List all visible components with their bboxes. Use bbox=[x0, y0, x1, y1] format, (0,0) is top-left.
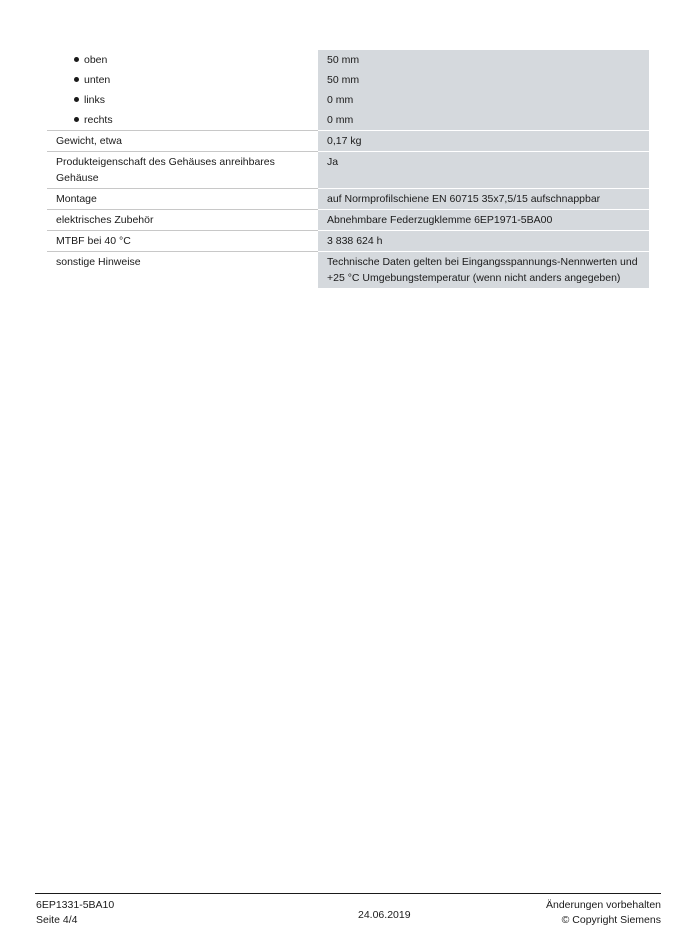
footer-right bbox=[546, 898, 661, 928]
spec-label bbox=[47, 110, 318, 130]
spec-value: 3 838 624 h bbox=[318, 230, 649, 251]
change-notice: Änderungen vorbehalten bbox=[545, 899, 661, 911]
spec-value: auf Normprofilschiene EN 60715 35x7,5/15 aufschnappbar bbox=[318, 188, 649, 209]
spec-label: elektrisches Zubehör bbox=[47, 209, 318, 230]
spec-label: Montage bbox=[47, 188, 318, 209]
spec-label bbox=[47, 90, 318, 110]
spec-value: 0,17 kg bbox=[318, 130, 649, 151]
spec-row-oben bbox=[47, 50, 649, 70]
spec-value: 0 mm bbox=[318, 110, 649, 130]
footer-left bbox=[36, 898, 114, 928]
spec-value: Ja bbox=[318, 151, 649, 188]
spec-value: 50 mm bbox=[318, 70, 649, 90]
bullet-icon bbox=[74, 57, 79, 62]
spec-table bbox=[47, 50, 649, 288]
spec-value: 0 mm bbox=[318, 90, 649, 110]
page-number: Seite 4/4 bbox=[36, 914, 78, 926]
spec-label-text: oben bbox=[84, 54, 108, 66]
copyright: © Copyright Siemens bbox=[561, 914, 661, 926]
spec-label bbox=[47, 50, 318, 70]
bullet-icon bbox=[74, 117, 79, 122]
spec-row-mtbf bbox=[47, 230, 649, 251]
product-code: 6EP1331-5BA10 bbox=[36, 899, 115, 911]
spec-label-text: links bbox=[84, 94, 106, 106]
spec-row-rechts bbox=[47, 110, 649, 130]
page-footer bbox=[35, 893, 661, 934]
spec-label bbox=[47, 70, 318, 90]
bullet-icon bbox=[74, 97, 79, 102]
spec-label: sonstige Hinweise bbox=[47, 251, 318, 288]
spec-label-text: rechts bbox=[84, 114, 113, 126]
spec-row-links bbox=[47, 90, 649, 110]
spec-label-text: unten bbox=[84, 74, 111, 86]
spec-label: MTBF bei 40 °C bbox=[47, 230, 318, 251]
spec-row-zubehoer bbox=[47, 209, 649, 230]
footer-date: 24.06.2019 bbox=[358, 909, 411, 921]
spec-row-hinweise bbox=[47, 251, 649, 288]
spec-row-unten bbox=[47, 70, 649, 90]
spec-value: Technische Daten gelten bei Eingangsspannungs-Nennwerten und +25 °C Umgebungstemperatur (wenn nicht anders angegeben) bbox=[318, 251, 649, 288]
bullet-icon bbox=[74, 77, 79, 82]
spec-label: Produkteigenschaft des Gehäuses anreihbares Gehäuse bbox=[47, 151, 318, 188]
spec-label: Gewicht, etwa bbox=[47, 130, 318, 151]
spec-row-produkteigenschaft bbox=[47, 151, 649, 188]
spec-value: Abnehmbare Federzugklemme 6EP1971-5BA00 bbox=[318, 209, 649, 230]
spec-row-gewicht bbox=[47, 130, 649, 151]
spec-value: 50 mm bbox=[318, 50, 649, 70]
spec-row-montage bbox=[47, 188, 649, 209]
